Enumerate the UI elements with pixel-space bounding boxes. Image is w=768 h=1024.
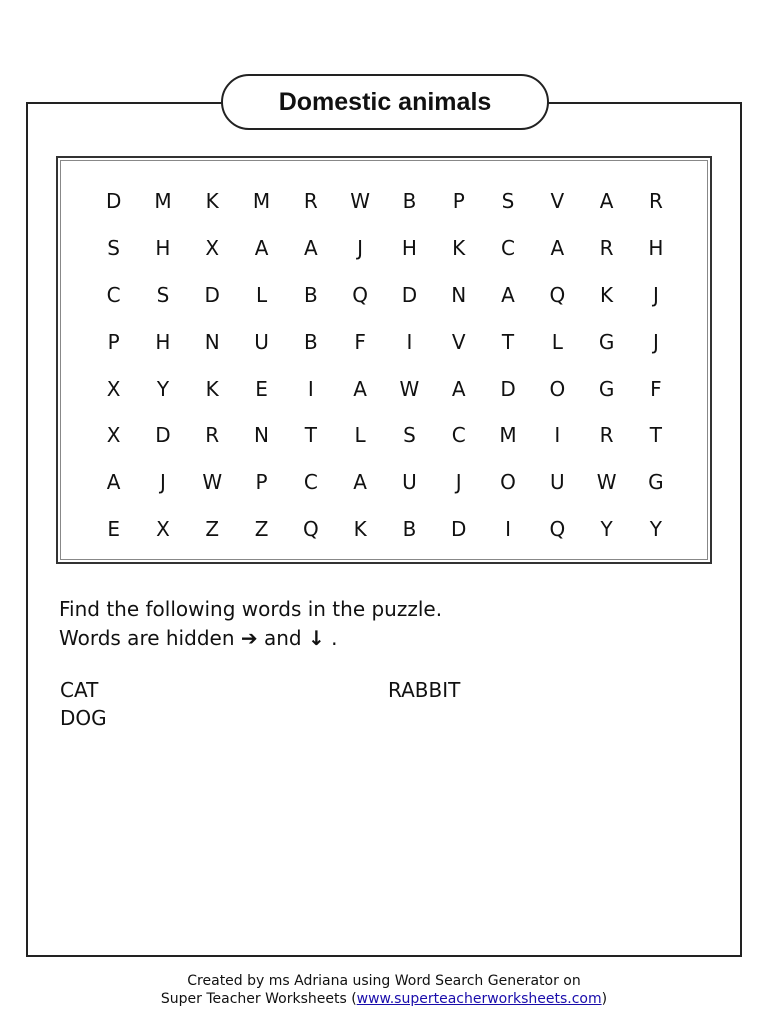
instructions-period: .	[331, 626, 338, 650]
grid-letter: J	[159, 470, 166, 495]
footer	[0, 972, 768, 1008]
grid-letter: Z	[205, 516, 220, 541]
grid-letter: D	[105, 189, 122, 214]
grid-letter: Y	[600, 516, 613, 541]
footer-suffix: )	[601, 991, 608, 1007]
grid-letter: J	[652, 282, 659, 307]
grid-letter: I	[406, 329, 413, 354]
grid-letter: X	[106, 376, 121, 401]
grid-letter: K	[205, 376, 219, 401]
word-rabbit: RABBIT	[388, 678, 461, 702]
grid-letter: N	[204, 329, 220, 354]
grid-letter: A	[254, 236, 269, 261]
grid-letter: Q	[302, 516, 319, 541]
grid-letter: V	[451, 329, 466, 354]
grid-letter: T	[304, 423, 317, 448]
grid-letter: G	[598, 329, 615, 354]
grid-letter: Q	[352, 282, 368, 307]
grid-letter: Y	[649, 516, 663, 541]
letter-grid	[89, 178, 681, 552]
grid-letter: R	[303, 189, 318, 214]
arrow-down-icon: ↓	[307, 626, 325, 650]
footer-prefix: Super Teacher Worksheets (	[160, 991, 357, 1007]
grid-letter: B	[303, 329, 318, 354]
grid-letter: P	[255, 470, 268, 495]
grid-letter: W	[350, 189, 371, 214]
instructions-hidden-text: Words are hidden	[59, 626, 235, 650]
grid-letter: W	[399, 376, 420, 401]
grid-letter: E	[255, 376, 268, 401]
grid-letter: U	[254, 329, 269, 354]
grid-letter: Y	[156, 376, 170, 401]
grid-letter: V	[550, 189, 565, 214]
grid-letter: U	[550, 470, 565, 495]
title-banner	[221, 74, 549, 130]
grid-letter: H	[155, 329, 171, 354]
grid-letter: L	[551, 329, 563, 354]
grid-letter: S	[156, 282, 170, 307]
grid-letter: U	[402, 470, 417, 495]
worksheet-title: Domestic animals	[278, 87, 492, 116]
grid-letter: M	[154, 189, 172, 214]
grid-letter: D	[500, 376, 516, 401]
grid-letter: D	[401, 282, 418, 307]
grid-letter: A	[599, 189, 614, 214]
grid-letter: C	[501, 236, 515, 261]
grid-letter: J	[357, 236, 364, 261]
grid-letter: N	[254, 423, 270, 448]
grid-letter: G	[648, 470, 664, 495]
word-dog: DOG	[60, 706, 107, 730]
grid-letter: F	[354, 329, 366, 354]
grid-letter: R	[599, 423, 614, 448]
grid-letter: J	[455, 470, 462, 495]
grid-letter: R	[205, 423, 220, 448]
grid-letter: D	[155, 423, 171, 448]
grid-letter: A	[106, 470, 121, 495]
grid-letter: H	[401, 236, 417, 261]
grid-letter: E	[107, 516, 120, 541]
grid-letter: K	[353, 516, 367, 541]
grid-letter: I	[505, 516, 511, 541]
grid-letter: C	[106, 282, 121, 307]
word-cat: CAT	[60, 678, 99, 702]
instructions-line-2	[59, 624, 442, 653]
grid-letter: Z	[254, 516, 269, 541]
grid-letter: B	[303, 282, 318, 307]
footer-line-2	[0, 990, 768, 1008]
grid-letter: A	[451, 376, 466, 401]
grid-letter: D	[204, 282, 220, 307]
grid-letter: M	[252, 189, 271, 214]
grid-letter: D	[451, 516, 467, 541]
grid-letter: Q	[549, 282, 566, 307]
grid-letter: I	[554, 423, 561, 448]
grid-letter: A	[353, 470, 367, 495]
grid-letter: X	[106, 423, 121, 448]
grid-letter: P	[452, 189, 465, 214]
footer-line-1: Created by ms Adriana using Word Search Generator on	[187, 973, 581, 989]
arrow-right-icon: ➔	[240, 626, 258, 650]
grid-letter: L	[354, 423, 366, 448]
grid-letter: G	[598, 376, 615, 401]
grid-letter: A	[353, 376, 367, 401]
grid-letter: K	[452, 236, 466, 261]
grid-letter: A	[501, 282, 515, 307]
grid-letter: L	[255, 282, 268, 307]
grid-letter: J	[652, 329, 659, 354]
grid-letter: S	[403, 423, 416, 448]
grid-letter: X	[156, 516, 170, 541]
grid-letter: A	[303, 236, 318, 261]
grid-letter: H	[648, 236, 664, 261]
grid-letter: C	[451, 423, 466, 448]
grid-letter: W	[596, 470, 617, 495]
grid-letter: B	[402, 189, 417, 214]
grid-letter: S	[501, 189, 515, 214]
grid-letter: R	[648, 189, 663, 214]
grid-letter: X	[205, 236, 220, 261]
grid-letter: C	[303, 470, 318, 495]
instructions-and-text: and	[263, 626, 302, 650]
grid-letter: R	[599, 236, 614, 261]
grid-letter: I	[307, 376, 314, 401]
grid-letter: B	[402, 516, 417, 541]
footer-link[interactable]: www.superteacherworksheets.com	[356, 991, 602, 1007]
grid-letter: T	[501, 329, 515, 354]
grid-letter: S	[107, 236, 120, 261]
grid-letter: F	[650, 376, 662, 401]
grid-letter: P	[107, 329, 120, 354]
grid-letter: A	[550, 236, 565, 261]
grid-letter: K	[205, 189, 219, 214]
grid-letter: O	[549, 376, 566, 401]
grid-letter: W	[202, 470, 223, 495]
grid-letter: O	[500, 470, 516, 495]
grid-letter: M	[499, 423, 517, 448]
instructions-line-1: Find the following words in the puzzle.	[59, 597, 443, 621]
grid-letter: N	[451, 282, 467, 307]
instructions	[59, 595, 442, 653]
grid-letter: H	[155, 236, 171, 261]
grid-letter: K	[600, 282, 614, 307]
grid-letter: T	[649, 423, 663, 448]
grid-letter: Q	[549, 516, 566, 541]
